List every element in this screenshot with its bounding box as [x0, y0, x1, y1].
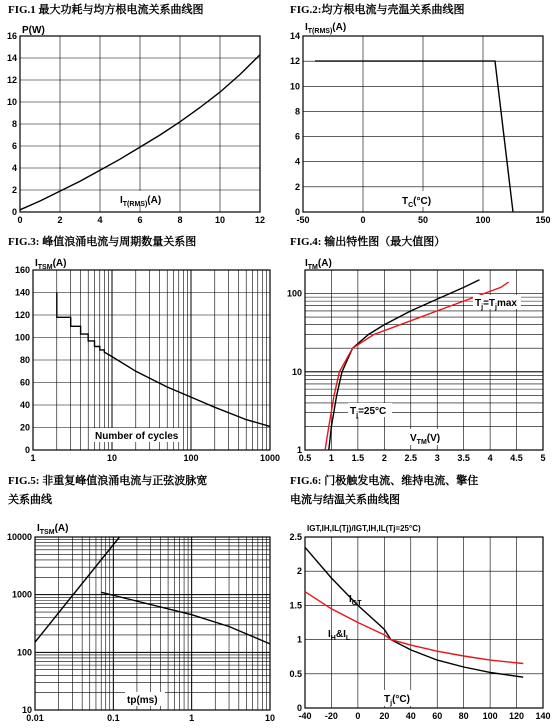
plot-frame — [305, 537, 543, 708]
fig1-chart — [7, 25, 265, 225]
y-tick-label: 1 — [296, 634, 302, 645]
x-tick-label: 20 — [379, 711, 390, 721]
x-axis-label-part: V — [410, 433, 417, 444]
series-label-part: j — [495, 304, 497, 311]
x-tick-label: 4 — [97, 215, 103, 225]
y-axis-label — [305, 258, 332, 271]
fig5-chart — [7, 523, 275, 723]
y-tick-label: 2 — [296, 566, 302, 577]
x-tick-label: 6 — [137, 215, 143, 225]
y-tick-label: 2 — [294, 181, 300, 192]
y-tick-label: 10000 — [6, 532, 32, 542]
chart-title: FIG.1 最大功耗与均方根电流关系曲线图 — [8, 4, 204, 16]
y-axis-label — [305, 22, 346, 35]
y-tick-label: 10 — [291, 366, 302, 377]
fig2-chart — [290, 22, 551, 225]
x-tick-label: 0.01 — [26, 713, 44, 723]
x-tick-label: 3.5 — [457, 453, 470, 463]
x-tick-label: -50 — [296, 215, 310, 225]
x-tick-label: 8 — [177, 215, 183, 225]
y-tick-label: 0 — [296, 703, 302, 713]
y-axis-label-part: I — [305, 22, 308, 33]
y-tick-label: 4 — [11, 163, 17, 173]
y-tick-label: 80 — [19, 355, 30, 365]
x-tick-label: 1.5 — [351, 453, 365, 463]
series-label-part: max — [496, 298, 517, 309]
x-tick-label: 40 — [405, 711, 416, 721]
y-axis-label: IGT,IH,IL(Tj)/IGT,IH,IL(Tj=25°C) — [307, 524, 421, 533]
y-tick-label: 60 — [19, 377, 30, 388]
series-label-part: T — [475, 298, 482, 309]
y-tick-label: 10 — [21, 705, 32, 715]
x-tick-label: 1 — [189, 713, 195, 723]
x-tick-label: 10 — [106, 453, 118, 463]
series-label-part: T — [350, 406, 357, 417]
x-tick-label: 10 — [264, 713, 276, 723]
x-axis-label-part: T — [402, 196, 409, 207]
x-axis-label-part: j — [390, 700, 393, 707]
chart-title: FIG.5: 非重复峰值浪涌电流与正弦波脉宽 — [8, 475, 208, 487]
series-label-part: =T — [483, 298, 496, 309]
x-tick-label: 4 — [487, 453, 493, 463]
x-axis-label — [402, 196, 431, 209]
x-tick-label: 1000 — [259, 453, 281, 463]
fig6-chart — [289, 524, 550, 721]
series-label-part: I — [328, 629, 331, 640]
x-axis-label-part: (V) — [426, 433, 441, 444]
series-label-part: L — [345, 635, 351, 642]
x-tick-label: 0.1 — [107, 713, 120, 723]
y-tick-label: 160 — [14, 265, 30, 275]
x-axis-label-part: (A) — [147, 195, 162, 206]
y-axis-label-part: (A) — [332, 22, 347, 33]
x-tick-label: 2 — [57, 215, 63, 225]
y-axis-label-part: T(RMS) — [307, 28, 333, 35]
chart-title: 电流与结温关系曲线图 — [290, 494, 400, 506]
x-tick-label: 0 — [360, 215, 366, 225]
y-axis-label-part: I — [37, 523, 40, 534]
x-tick-label: -20 — [324, 711, 338, 721]
x-tick-label: 0 — [17, 215, 23, 225]
series-line-0 — [35, 537, 120, 642]
x-axis-label-part: C — [408, 202, 414, 209]
y-tick-label: 1.5 — [289, 600, 302, 611]
x-tick-label: -40 — [298, 711, 312, 721]
x-tick-label: 60 — [432, 711, 443, 721]
y-axis-label-part: (A) — [317, 258, 332, 269]
y-tick-label: 1000 — [11, 589, 32, 600]
y-axis-label-part: I — [35, 258, 38, 269]
x-axis-label-part: T — [384, 694, 391, 705]
series-label — [349, 594, 362, 607]
y-tick-label: 140 — [14, 287, 30, 298]
y-axis-label-part: TSM — [37, 264, 53, 271]
series-label-part: I — [349, 594, 352, 605]
x-tick-label: 1 — [30, 453, 36, 463]
x-axis-label-part: I — [120, 195, 123, 206]
y-axis-label: P(W) — [22, 25, 45, 36]
chart-title: FIG.4: 输出特性图（最大值图） — [290, 236, 446, 248]
x-tick-label: 5 — [540, 453, 546, 463]
x-tick-label: 3 — [434, 453, 440, 463]
y-tick-label: 12 — [289, 56, 300, 67]
x-tick-label: 2.5 — [404, 453, 418, 463]
x-tick-label: 2 — [381, 453, 387, 463]
y-tick-label: 0 — [24, 445, 30, 455]
x-tick-label: 12 — [254, 215, 266, 225]
y-tick-label: 0.5 — [289, 668, 302, 679]
y-tick-label: 120 — [14, 310, 30, 320]
x-axis-label-part: TM — [416, 439, 427, 446]
y-tick-label: 14 — [6, 53, 17, 63]
x-axis-label-part: (°C) — [413, 196, 432, 207]
chart-title: FIG.2:均方根电流与壳温关系曲线图 — [290, 4, 465, 16]
y-tick-label: 0 — [11, 207, 17, 217]
y-tick-label: 1 — [296, 445, 302, 455]
y-tick-label: 8 — [11, 119, 17, 129]
y-tick-label: 20 — [19, 422, 30, 433]
y-axis-label-part: TM — [307, 264, 318, 271]
y-axis-label-part: (A) — [52, 258, 67, 269]
x-axis-label-part: T(RMS) — [122, 201, 148, 208]
x-tick-label: 100 — [475, 215, 491, 225]
y-tick-label: 100 — [14, 332, 30, 343]
x-tick-label: 4.5 — [510, 453, 523, 463]
series-line-ihil — [305, 592, 523, 664]
y-axis-label — [35, 258, 66, 271]
y-tick-label: 10 — [6, 97, 17, 107]
chart-title: 关系曲线 — [8, 494, 52, 506]
x-tick-label: 0 — [355, 711, 361, 721]
x-axis-label: Number of cycles — [95, 431, 179, 442]
y-tick-label: 6 — [294, 131, 300, 142]
x-tick-label: 120 — [509, 711, 525, 721]
y-tick-label: 10 — [289, 81, 300, 92]
x-tick-label: 80 — [458, 711, 469, 721]
x-tick-label: 140 — [535, 711, 551, 721]
x-tick-label: 1 — [328, 453, 334, 463]
y-tick-label: 8 — [294, 106, 300, 117]
series-line-tj25c — [329, 280, 480, 450]
series-label-part: j — [481, 304, 484, 311]
x-tick-label: 50 — [417, 215, 429, 225]
y-axis-label-part: TSM — [39, 529, 55, 536]
fig4-chart — [287, 258, 546, 463]
series-label — [350, 406, 386, 419]
y-tick-label: 2 — [11, 185, 17, 195]
y-axis-label-part: I — [305, 258, 308, 269]
y-tick-label: 6 — [11, 141, 17, 151]
x-axis-label-part: (°C) — [392, 694, 410, 705]
x-tick-label: 10 — [214, 215, 226, 225]
y-tick-label: 12 — [6, 75, 17, 85]
series-label-part: GT — [351, 600, 362, 607]
y-tick-label: 40 — [19, 400, 30, 410]
y-tick-label: 0 — [294, 207, 300, 217]
y-tick-label: 16 — [6, 31, 17, 41]
chart-title: FIG.6: 门极触发电流、维持电流、擎住 — [290, 475, 479, 487]
y-tick-label: 100 — [286, 288, 302, 299]
chart-title: FIG.3: 峰值浪涌电流与周期数量关系图 — [8, 236, 197, 248]
series-label-part: H — [330, 635, 336, 642]
y-axis-label-part: (A) — [54, 523, 69, 534]
x-tick-label: 0.5 — [298, 453, 312, 463]
y-tick-label: 14 — [289, 31, 300, 41]
series-line-0 — [57, 293, 270, 427]
series-label-part: &I — [335, 629, 346, 640]
x-axis-label: tp(ms) — [127, 695, 158, 706]
fig3-chart — [15, 258, 280, 463]
x-tick-label: 100 — [482, 711, 498, 721]
y-tick-label: 4 — [294, 156, 300, 167]
y-tick-label: 2.5 — [289, 532, 302, 542]
y-tick-label: 100 — [16, 647, 32, 658]
x-tick-label: 100 — [183, 453, 199, 463]
x-tick-label: 150 — [535, 215, 551, 225]
series-label-part: =25°C — [358, 406, 387, 417]
series-label-part: j — [356, 412, 359, 419]
y-axis-label — [37, 523, 68, 536]
plot-frame — [35, 537, 270, 710]
